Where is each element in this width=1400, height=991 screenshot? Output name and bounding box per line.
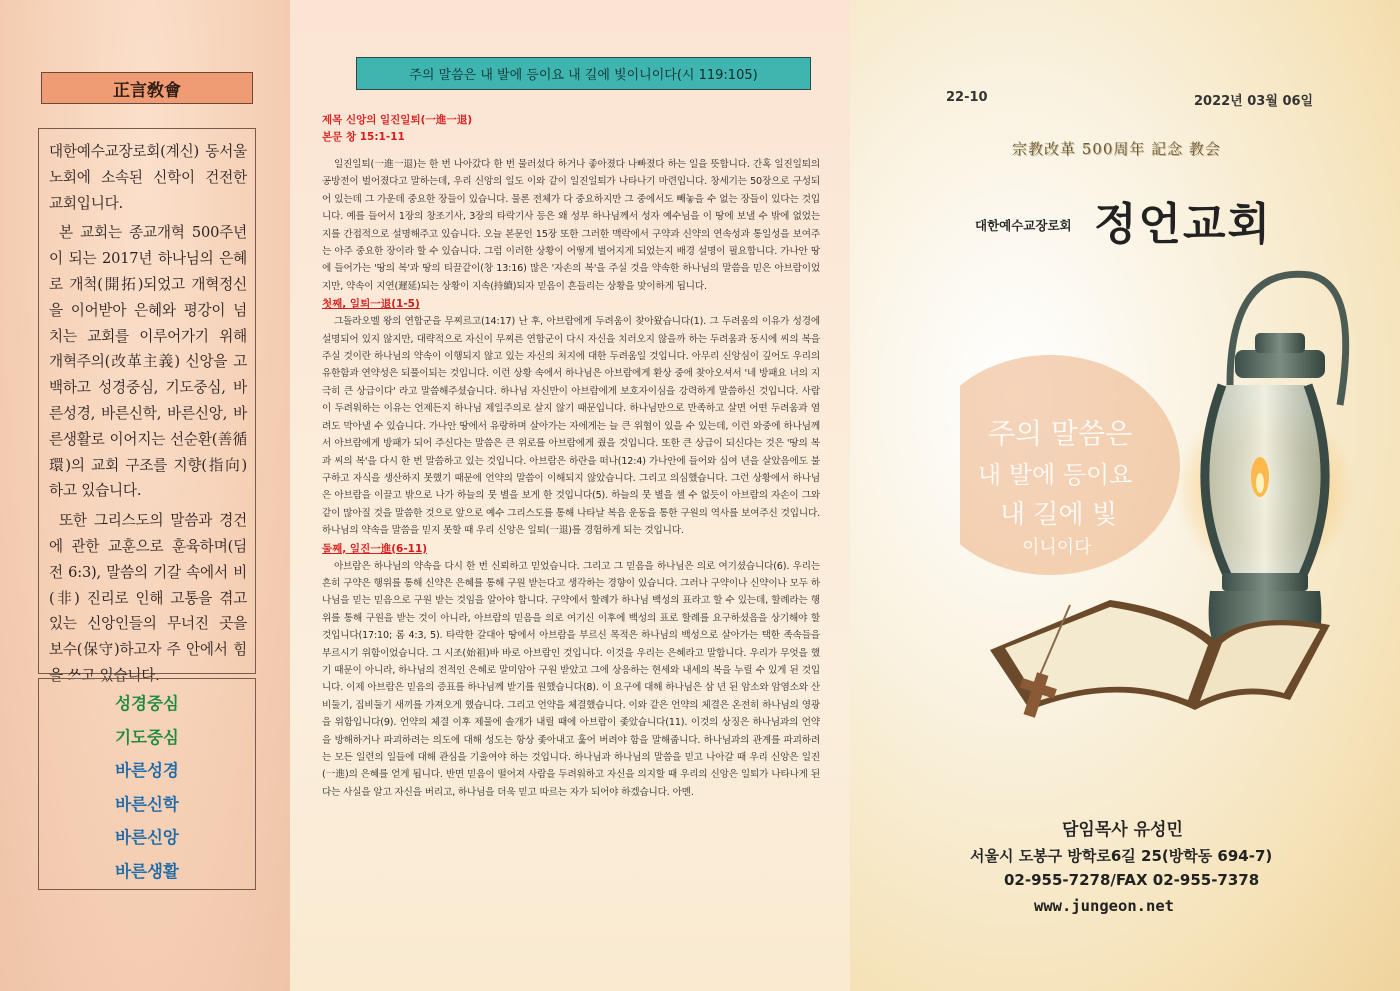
pastor-name: 담임목사 유성민 <box>1062 820 1183 840</box>
art-text-line: 내 길에 빛 <box>1000 500 1117 530</box>
bulletin-date: 2022년 03월 06일 <box>1194 94 1314 109</box>
church-address: 서울시 도봉구 방학로6길 25(방학동 694-7) <box>970 847 1273 865</box>
motto-item: 바른신앙 <box>115 828 179 847</box>
church-website[interactable]: www.jungeon.net <box>1034 897 1174 915</box>
sermon-section-1: 그돌라오멜 왕의 연합군을 무찌르고(14:17) 난 후, 아브람에게 두려움이 찾아왔습니다(1). 그 두려움의 이유가 성경에 설명되어 있지 않지만, 대략적으로 자신이 무찌른 연합군이 다시 자신을 치러오지 않을까 하는 두려움과 동시에 씨의 복을 주실 것이란 하나님의 약속이 이행되지 않고 있는 자신의 처지에 대한 두려움일 것입니다. 아무리 신앙심이 깊어도 우리의 유한함과 연약성은 되풀이되는 것입니다. 이런 상황 속에서 하나님은 아브람에게 환상 중에 찾아오셔서 '네 방패요 너의 지극히 큰 상급이다' 라고 말씀해주셨습니다. 하나님 자신만이 아브람에게 보호자이심을 강력하게 말씀하신 것입니다. 사람이 두려워하는 이유는 언제든지 하나님 제일주의로 살지 않기 때문입니다. 하나님만으로 만족하고 살면 어떤 두려움과 염려도 막아낼 수 있습니다. 가나안 땅에서 유랑하며 살아가는 자에게는 늘 큰 위협이 있을 수 있는데, 이런 와중에 하나님께서 아브람에게 방패가 되어 주신다는 말씀은 큰 위로를 아브람에게 줬을 것입니다. 또한 큰 상급이 되신다는 것은 '땅의 복과 씨의 복'을 다시 한 번 말씀하고 있는 것입니다. 아브람은 하란을 떠나(12:4) 가나안에 들어와 십여 년을 살았음에도 불구하고 자식을 생산하지 못했기 때문에 언약의 말씀이 이해되지 않았습니다. 그리고 의심했습니다. 그런 상황에서 하나님은 아브람을 이끌고 밖으로 나가 하늘의 뭇 별을 보게 한 것입니다(5). 하늘의 뭇 별을 셀 수 없듯이 아브람의 자손이 그와 같이 많아질 것을 말씀한 것으로 앞으로 예수 그리스도를 통해 나타날 복음 운동을 통한 구원의 역사를 보여주신 것입니다. 하나님의 약속을 말씀을 믿지 못할 때 우리 신앙은 일퇴(一退)를 경험하게 되는 것입니다. <box>322 316 820 537</box>
issue-number: 22-10 <box>946 90 988 105</box>
anniversary-subtitle: 宗教改革 500周年 記念 教会 <box>1012 140 1221 158</box>
motto-item: 바른신학 <box>115 794 179 814</box>
sermon-text-reference: 본문 창 15:1-11 <box>322 131 405 143</box>
motto-item: 기도중심 <box>115 727 179 747</box>
church-name: 정언교회 <box>1094 199 1273 250</box>
intro-paragraph-2: 본 교회는 종교개혁 500주년이 되는 2017년 하나님의 은혜로 개척(開拓)되었고 개혁정신을 이어받아 은혜와 평강이 넘치는 교회를 이루어가기 위해 개혁주의(改革主義) 신앙을 고백하고 성경중심, 기도중심, 바른성경, 바른신학, 바른신앙, 바른생활로 이어지는 선순환(善循環)의 교회 구조를 지향(指向)하고 있습니다. <box>49 224 247 500</box>
lantern-base-collar <box>1222 573 1308 591</box>
art-text-line: 주의 말씀은 <box>988 417 1133 450</box>
lantern-cap <box>1255 333 1305 353</box>
church-title-box: 正言敎會 <box>41 72 253 104</box>
motto-list <box>38 678 256 890</box>
section-heading-2: 둘째, 일진一進(6-11) <box>322 542 428 555</box>
art-text-line: 이니이다 <box>1022 537 1092 558</box>
intro-paragraph-3: 또한 그리스도의 말씀과 경건에 관한 교훈으로 훈육하며(딤전 6:3), 말씀의 기갈 속에서 비(非) 진리로 인해 고통을 겪고 있는 신앙인들의 무너진 곳을 보수(保守)하고자 주 안에서 힘을 쓰고 있습니다. <box>49 512 247 684</box>
motto-item: 바른생활 <box>115 861 179 881</box>
denomination-label: 대한예수교장로회 <box>975 218 1072 233</box>
lantern-bible-illustration <box>960 255 1360 725</box>
flame-core <box>1256 473 1264 493</box>
intro-paragraph-1: 대한예수교장로회(계신) 동서울 노회에 소속된 신학이 건전한 교회입니다. <box>49 143 247 212</box>
verse-banner: 주의 말씀은 내 발에 등이요 내 길에 빛이니이다(시 119:105) <box>356 57 811 90</box>
sermon-title: 제목 신앙의 일진일퇴(一進一退) <box>322 114 473 126</box>
lantern-top <box>1235 350 1325 378</box>
church-intro-box <box>38 128 256 684</box>
sermon-body <box>322 112 820 801</box>
motto-item: 바른성경 <box>115 761 179 780</box>
church-phone-fax: 02-955-7278/FAX 02-955-7378 <box>1004 871 1260 889</box>
sermon-intro: 일진일퇴(一進一退)는 한 번 나아갔다 한 번 물러섰다 하거나 좋아졌다 나빠졌다 하는 일을 뜻합니다. 간혹 일진일퇴의 공방전이 벌어졌다고 말하는데, 우리 신앙의 일도 이와 같이 일진일퇴가 나타나기 마련입니다. 창세기는 50장으로 구성되어 있는데 그 가운데 중요한 장들이 있습니다. 물론 전체가 다 중요하지만 그 중에서도 빼놓을 수 없는 장들이 있다는 것입니다. 예를 들어서 1장의 창조기사, 3장의 타락기사 등은 왜 성부 하나님께서 성자 예수님을 이 땅에 보낼 수 밖에 없었는지를 간접적으로 설명해주고 있습니다. 오늘 본문인 15장 또한 그러한 맥락에서 구약과 신약의 연속성과 통일성을 보여주는 아주 중요한 장이라 할 수 있습니다. 그럼 이러한 상황이 어떻게 벌어지게 되었는지 배경 설명이 필요합니다. 가나안 땅에 들어가는 '땅의 복'과 땅의 티끌같이(창 13:16) 많은 '자손의 복'을 주실 것을 약속한 하나님의 말씀을 믿은 아브람이었지만, 약속이 지연(遲延)되는 상황이 지속(持續)되자 믿음이 흔들리는 상황을 맞이하게 됩니다. <box>322 159 820 292</box>
section-heading-1: 첫째, 일퇴一退(1-5) <box>322 298 420 311</box>
sermon-section-2: 아브람은 하나님의 약속을 다시 한 번 신뢰하고 믿었습니다. 그리고 그 믿음을 하나님은 의로 여기셨습니다(6). 우리는 흔히 구약은 행위를 통해 신약은 은혜를 통해 구원 받는다고 생각하는 경향이 있습니다. 그러나 구약이나 신약이나 모두 하나님을 믿는 믿음으로 구원 받는 것임을 알아야 합니다. 구약에서 할례가 하나님 백성의 표라고 할 수 있는데, 할례라는 행위를 통해 구원을 받는 것이 아니라, 아브람의 믿음을 의로 여기신 이후에 백성의 표로 할례를 요구하셨음을 상기해야 할 것입니다(17:10; 롬 4:3, 5). 타락한 갈대아 땅에서 아브람을 부르신 목적은 하나님의 백성으로 살아가는 택한 족속들을 부르시기 위함이었습니다. 그 시조(始祖)바 바로 아브람인 것입니다. 이것을 우리는 은혜라고 말합니다. 우리가 무엇을 했기 때문이 아니라, 하나님의 전적인 은혜로 말미암아 구원 받았고 그에 상응하는 현세와 내세의 복을 누릴 수 있게 된 것입니다. 이제 아브람은 믿음의 증표를 하나님께 받기를 원했습니다(8). 이 요구에 대해 하나님은 삼 년 된 암소와 암염소와 산비둘기, 집비둘기 새끼를 가져오게 했습니다. 그리고 언약을 체결했습니다. 이와 같은 언약의 체결은 온전히 하나님의 영광을 위함입니다(9). 언약의 체결 이후 제물에 솔개가 내릴 때에 아브람이 좇았습니다(11). 이것의 상징은 하나님과의 언약을 방해하거나 파괴하려는 의도에 대해 성도는 항상 좇아내고 훑어 버려야 함을 말해줍니다. 하나님과의 관계를 파괴하려는 모든 일련의 일들에 대해 관심을 기울여야 하는 것입니다. 하나님과 하나님의 말씀을 믿고 나아갈 때 우리 신앙은 일진(一進)의 은혜를 얻게 됩니다. 반면 믿음이 떨어져 사람을 두려워하고 자신을 의지할 때 우리의 신앙은 일퇴가 나타나게 된다는 사실을 알고 자신을 버리고, 하나님을 더욱 믿고 따르는 자가 되어야 하겠습니다. 아멘. <box>322 560 820 798</box>
art-text-line: 내 발에 등이요 <box>978 461 1133 489</box>
motto-item: 성경중심 <box>115 694 179 713</box>
